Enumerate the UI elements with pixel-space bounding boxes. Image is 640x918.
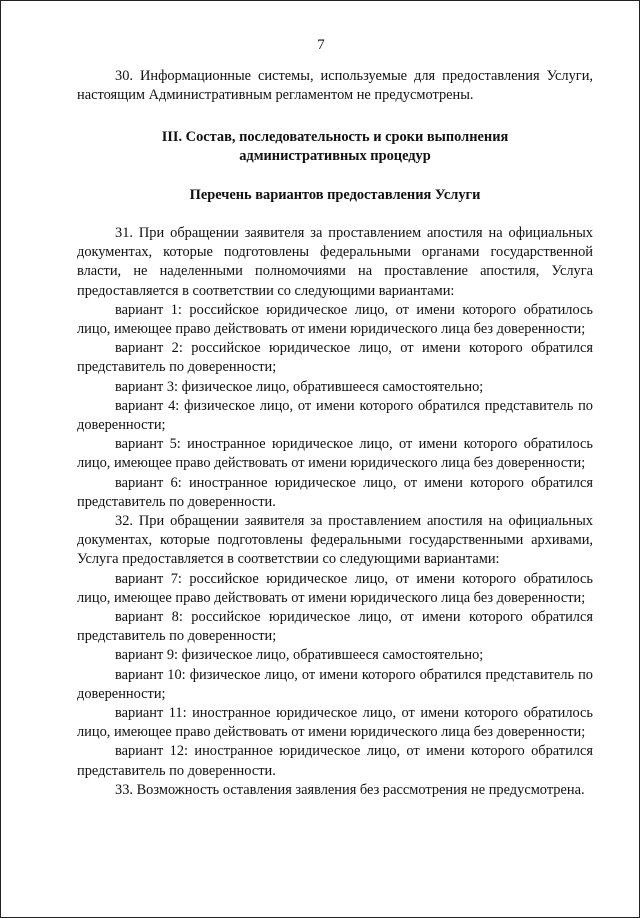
variant-1: вариант 1: российское юридическое лицо, от имени которого обратилось лицо, имеющее право действовать от имени юридического лица без доверенности; xyxy=(77,301,593,337)
variant-5: вариант 5: иностранное юридическое лицо, от имени которого обратилось лицо, имеющее право действовать от имени юридического лица без доверенности; xyxy=(77,436,593,472)
variant-6: вариант 6: иностранное юридическое лицо, от имени которого обратился представитель по доверенности. xyxy=(77,474,593,510)
variant-11: вариант 11: иностранное юридическое лицо, от имени которого обратилось лицо, имеющее право действовать от имени юридического лица без доверенности; xyxy=(77,704,593,741)
variant-7: вариант 7: российское юридическое лицо, от имени которого обратилось лицо, имеющее право действовать от имени юридического лица без доверенности; xyxy=(77,570,593,606)
paragraph-33: 33. Возможность оставления заявления без рассмотрения не предусмотрена. xyxy=(115,781,585,798)
page-content xyxy=(77,67,593,800)
subheading: Перечень вариантов предоставления Услуги xyxy=(189,187,481,204)
section-heading-line-1: III. Состав, последовательность и сроки выполнения xyxy=(161,129,509,146)
variant-8: вариант 8: российское юридическое лицо, от имени которого обратился представитель по доверенности; xyxy=(77,608,593,645)
variant-2: вариант 2: российское юридическое лицо, от имени которого обратился представитель по доверенности; xyxy=(77,340,593,376)
paragraph-32: 32. При обращении заявителя за проставлением апостиля на официальных документах, которые подготовлены федеральными государственными архивами, Услуга предоставляется в соответствии со следующими вариантами: xyxy=(77,512,593,568)
variant-10: вариант 10: физическое лицо, от имени которого обратился представитель по доверенности; xyxy=(77,666,593,702)
paragraph-31: 31. При обращении заявителя за проставлением апостиля на официальных документах, которые подготовлены федеральными органами государственной власти, не наделенными полномочиями на проставление апостиля, Услуга предоставляется в соответствии со следующими вариантами: xyxy=(77,224,593,299)
section-heading-line-2: административных процедур xyxy=(239,147,431,164)
variant-3: вариант 3: физическое лицо, обратившееся самостоятельно; xyxy=(115,378,484,395)
variant-4: вариант 4: физическое лицо, от имени которого обратился представитель по доверенности; xyxy=(77,397,593,433)
section-heading xyxy=(77,128,593,165)
paragraph-30: 30. Информационные системы, используемые для предоставления Услуги, настоящим Административным регламентом не предусмотрены. xyxy=(77,68,593,104)
variant-9: вариант 9: физическое лицо, обратившееся самостоятельно; xyxy=(115,647,484,664)
variant-12: вариант 12: иностранное юридическое лицо, от имени которого обратился представитель по доверенности. xyxy=(77,743,593,779)
page-number: 7 xyxy=(317,37,325,53)
